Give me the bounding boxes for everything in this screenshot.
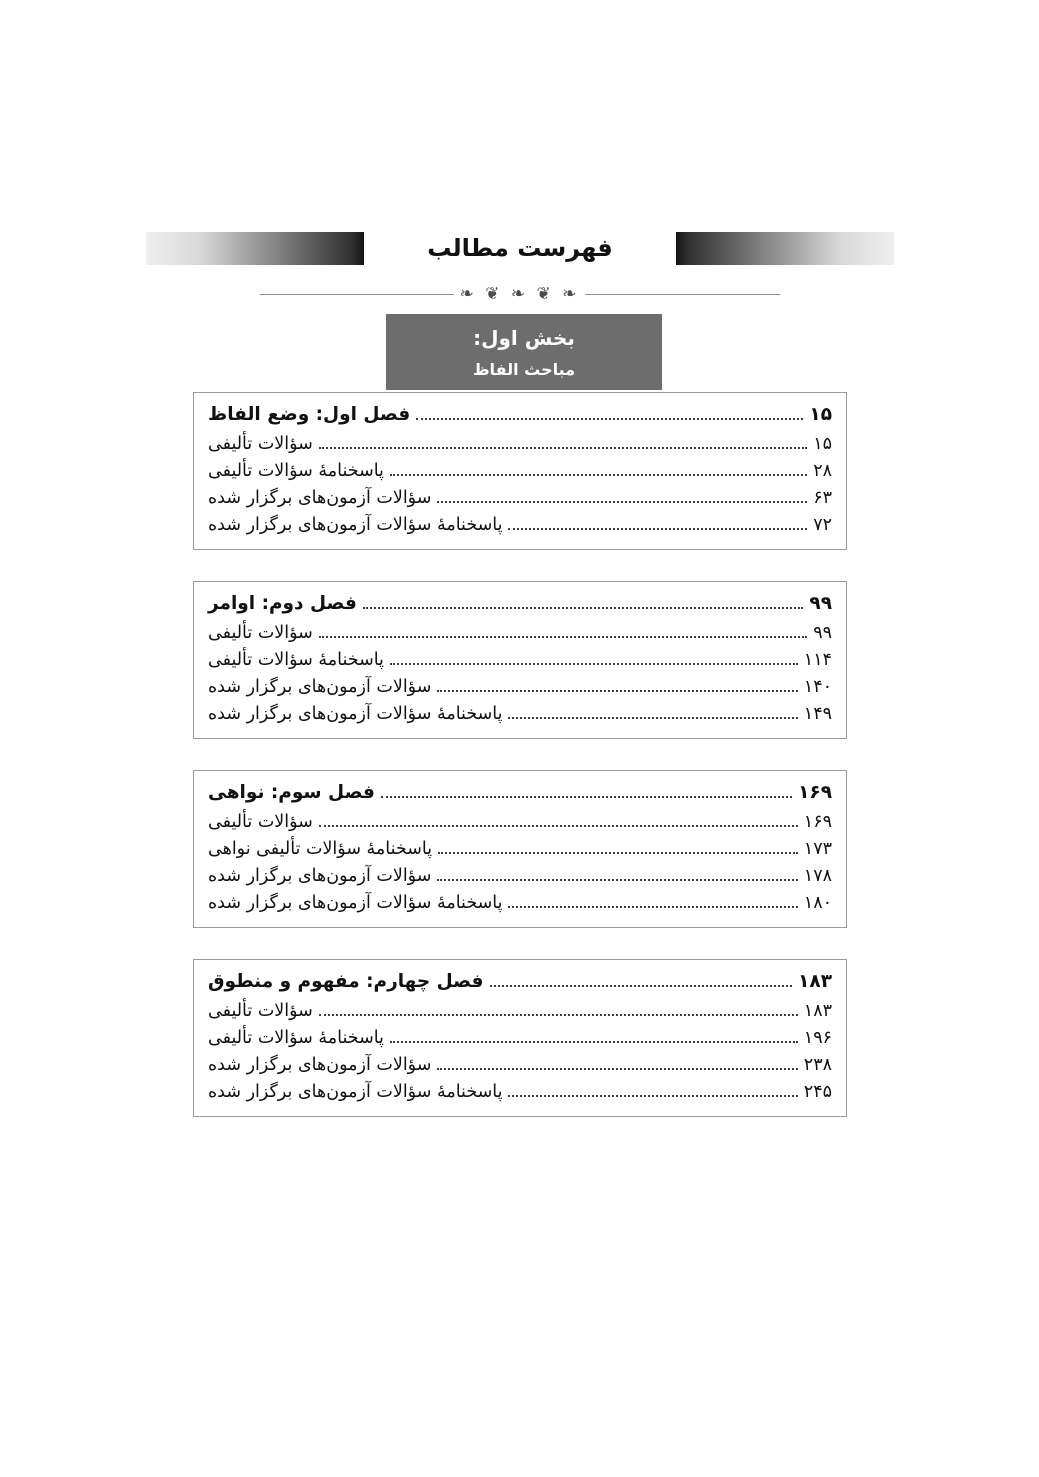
toc-entry[interactable] [208, 809, 832, 836]
toc-entry-page: ۲۴۵ [803, 1082, 832, 1102]
toc-entry[interactable] [208, 512, 832, 539]
toc-chapter-heading[interactable] [208, 779, 832, 809]
title-row [146, 228, 894, 268]
toc-chapter-label: فصل سوم: نواهی [208, 782, 375, 803]
toc-entry-page: ۶۳ [813, 488, 832, 508]
toc-entry-label: سؤالات آزمون‌های برگزار شده [208, 1055, 432, 1075]
toc-entry-label: پاسخنامۀ سؤالات آزمون‌های برگزار شده [208, 704, 503, 724]
page-title: فهرست مطالب [427, 234, 613, 262]
toc-entry[interactable] [208, 1079, 832, 1106]
ornament-line-left [260, 294, 454, 295]
toc-entry[interactable] [208, 485, 832, 512]
toc-chapter-page: ۱۶۹ [798, 782, 832, 803]
toc-chapter-label: فصل اول: وضع الفاظ [208, 404, 411, 425]
section-banner-subtitle: مباحث الفاظ [472, 359, 576, 379]
toc-entry-page: ۱۷۸ [803, 866, 832, 886]
toc-leader-dots [319, 825, 798, 827]
toc-leader-dots [319, 1014, 798, 1016]
toc-entry-label: سؤالات تألیفی [208, 623, 313, 643]
toc-entry-page: ۱۴۹ [803, 704, 832, 724]
toc-entry-label: سؤالات آزمون‌های برگزار شده [208, 866, 432, 886]
toc-entry-page: ۱۴۰ [803, 677, 832, 697]
chapter-block [193, 770, 847, 928]
toc-entry-page: ۱۶۹ [803, 812, 832, 832]
chapter-block [193, 392, 847, 550]
toc-chapter-heading[interactable] [208, 968, 832, 998]
toc-entry-label: پاسخنامۀ سؤالات تألیفی [208, 461, 384, 481]
toc-leader-dots [438, 852, 798, 854]
toc-leader-dots [381, 796, 792, 798]
toc-chapter-page: ۱۸۳ [798, 971, 832, 992]
toc-entry-label: سؤالات آزمون‌های برگزار شده [208, 488, 432, 508]
flourish-icon: ❧ ❦ ❧ ❦ ❧ [459, 283, 580, 304]
toc-entry[interactable] [208, 431, 832, 458]
toc-entry-page: ۱۸۰ [803, 893, 832, 913]
section-banner [386, 314, 662, 390]
toc-leader-dots [319, 447, 807, 449]
toc-leader-dots [390, 474, 807, 476]
ornament-divider [260, 281, 780, 307]
toc-entry-label: پاسخنامۀ سؤالات تألیفی نواهی [208, 839, 433, 859]
toc-entry[interactable] [208, 890, 832, 917]
toc-entry[interactable] [208, 620, 832, 647]
toc-entry-page: ۱۵ [813, 434, 832, 454]
toc-entry[interactable] [208, 674, 832, 701]
toc-entry[interactable] [208, 998, 832, 1025]
toc-leader-dots [437, 501, 807, 503]
toc-leader-dots [437, 879, 797, 881]
toc-entry[interactable] [208, 863, 832, 890]
toc-chapter-label: فصل چهارم: مفهوم و منطوق [208, 971, 484, 992]
toc-leader-dots [437, 1068, 797, 1070]
toc-chapter-label: فصل دوم: اوامر [208, 593, 357, 614]
toc-entry[interactable] [208, 701, 832, 728]
toc-entry-label: سؤالات تألیفی [208, 434, 313, 454]
ornament-line-right [585, 294, 779, 295]
toc-entry[interactable] [208, 836, 832, 863]
toc-leader-dots [508, 528, 807, 530]
toc-entry-label: پاسخنامۀ سؤالات تألیفی [208, 1028, 384, 1048]
toc-entry-page: ۱۹۶ [803, 1028, 832, 1048]
toc-chapter-page: ۱۵ [809, 404, 832, 425]
toc-chapter-heading[interactable] [208, 590, 832, 620]
toc-entry-label: سؤالات آزمون‌های برگزار شده [208, 677, 432, 697]
toc-leader-dots [390, 1041, 798, 1043]
toc-entry-label: سؤالات تألیفی [208, 1001, 313, 1021]
toc-leader-dots [508, 717, 797, 719]
toc-entry-label: پاسخنامۀ سؤالات آزمون‌های برگزار شده [208, 1082, 503, 1102]
toc-entry[interactable] [208, 1052, 832, 1079]
toc-leader-dots [508, 906, 797, 908]
toc-leader-dots [363, 607, 804, 609]
toc-entry-page: ۱۱۴ [803, 650, 832, 670]
toc-leader-dots [490, 985, 793, 987]
title-rule-left [676, 232, 894, 265]
toc-entry-page: ۲۸ [813, 461, 832, 481]
toc-entry[interactable] [208, 1025, 832, 1052]
chapter-block [193, 581, 847, 739]
toc-entry-label: پاسخنامۀ سؤالات تألیفی [208, 650, 384, 670]
toc-entry-page: ۲۳۸ [803, 1055, 832, 1075]
title-rule-right [146, 232, 364, 265]
toc-entry-label: پاسخنامۀ سؤالات آزمون‌های برگزار شده [208, 515, 503, 535]
toc-leader-dots [508, 1095, 797, 1097]
toc-entry-page: ۹۹ [813, 623, 832, 643]
toc-entry[interactable] [208, 458, 832, 485]
toc-leader-dots [416, 418, 803, 420]
chapter-block [193, 959, 847, 1117]
toc-entry-page: ۱۸۳ [803, 1001, 832, 1021]
toc-entry-page: ۱۷۳ [803, 839, 832, 859]
toc-entry[interactable] [208, 647, 832, 674]
toc-entry-label: پاسخنامۀ سؤالات آزمون‌های برگزار شده [208, 893, 503, 913]
toc-leader-dots [390, 663, 798, 665]
toc-entry-page: ۷۲ [813, 515, 832, 535]
toc-chapter-page: ۹۹ [809, 593, 832, 614]
toc-chapter-heading[interactable] [208, 401, 832, 431]
toc-leader-dots [437, 690, 797, 692]
chapter-list [193, 392, 847, 1117]
toc-leader-dots [319, 636, 807, 638]
section-banner-title: بخش اول: [473, 325, 575, 350]
toc-entry-label: سؤالات تألیفی [208, 812, 313, 832]
